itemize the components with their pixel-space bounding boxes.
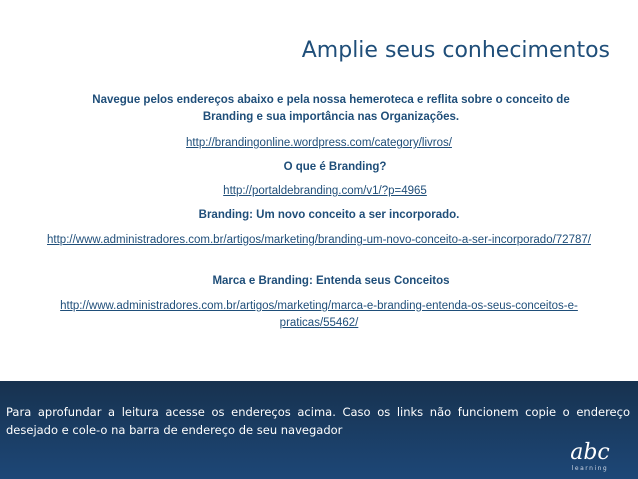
link-administradores-2[interactable]: http://www.administradores.com.br/artigos/marketing/marca-e-branding-entenda-os-seus-conceitos-e-praticas/55462/ [60,300,578,329]
svg-text:learning: learning [571,465,609,472]
footer-text: Para aprofundar a leitura acesse os endereços acima. Caso os links não funcionem copie o endereço desejado e cole-o na barra de endereço de seu navegador [6,405,630,437]
svg-text:abc: abc [570,440,610,465]
slide-title: Amplie seus conhecimentos [301,38,610,63]
abc-learning-logo [560,435,620,473]
footer-banner [0,381,638,479]
heading-novo-conceito: Branding: Um novo conceito a ser incorporado. [198,209,460,221]
link-portaldebranding[interactable]: http://portaldebranding.com/v1/?p=4965 [223,185,427,197]
link-administradores-1[interactable]: http://www.administradores.com.br/artigos/marketing/branding-um-novo-conceito-a-ser-incorporado/72787/ [47,234,591,246]
heading-o-que-e-branding: O que é Branding? [283,161,387,173]
link-brandingonline[interactable]: http://brandingonline.wordpress.com/category/livros/ [186,137,452,149]
intro-text: Navegue pelos endereços abaixo e pela nossa hemeroteca e reflita sobre o conceito de Branding e sua importância nas Organizações. [92,94,570,123]
heading-marca-e-branding: Marca e Branding: Entenda seus Conceitos [212,275,450,287]
